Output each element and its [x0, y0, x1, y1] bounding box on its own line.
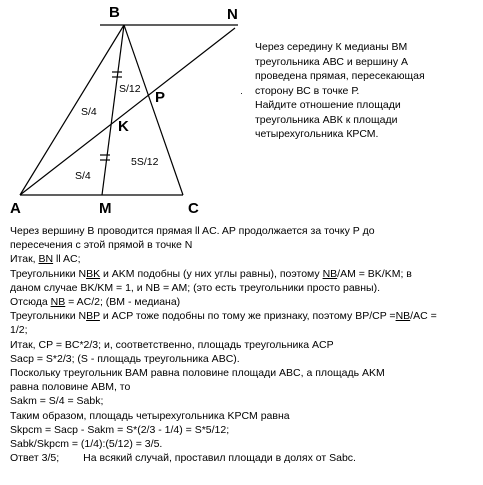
line-AN	[20, 28, 235, 195]
text-run: Отсюда	[10, 296, 51, 309]
solution-line	[10, 252, 475, 266]
text-run: NB	[395, 310, 411, 323]
vertex-label-A: A	[10, 200, 21, 217]
segment-BC	[124, 25, 183, 195]
solution-line: Итак, CP = BC*2/3; и, соответственно, площадь треугольника ACP	[10, 338, 334, 351]
solution-line: Поскольку треугольник BAM равна половине площади ABC, а площадь AKM	[10, 367, 385, 380]
text-run: Итак,	[10, 253, 39, 266]
area-label-left-upper: S/4	[81, 106, 97, 118]
text-run: BP	[86, 310, 100, 323]
area-label-left-lower: S/4	[75, 170, 91, 182]
solution-line	[10, 295, 475, 309]
area-label-right-lower: 5S/12	[131, 156, 159, 168]
solution-line: даном случае BK/KM = 1, и NB = AM; (это есть треугольники просто равны).	[10, 281, 380, 294]
vertex-label-B: B	[109, 4, 120, 21]
problem-statement: Через середину К медианы ВМ треугольника АВС и вершину А проведена прямая, пересекающая сторону ВС в точке Р. Найдите отношение площади треугольника АВК к площади четырехугольника КРСМ.	[255, 41, 425, 140]
text-run: и ACP тоже подобны по тому же признаку, поэтому BP/CP =	[99, 310, 396, 323]
area-label-top: S/12	[119, 83, 141, 95]
segment-AB	[20, 25, 124, 195]
text-run: Треугольники N	[10, 267, 87, 280]
text-run: ll AC;	[53, 253, 81, 266]
text-run: NB	[322, 267, 338, 280]
note: На всякий случай, проставил площади в долях от Sabc.	[83, 452, 356, 465]
text-run: NB	[50, 296, 66, 309]
solution-line	[10, 267, 475, 281]
text-run: Треугольники N	[10, 310, 87, 323]
text-run: BK	[86, 267, 101, 280]
text-run: BN	[38, 253, 54, 266]
text-run: /AC =	[410, 310, 437, 323]
vertex-label-K: K	[118, 118, 129, 135]
text-run: и AKM подобны (у них углы равны), поэтому	[100, 267, 323, 280]
solution-line: пересечения с этой прямой в точке N	[10, 239, 193, 252]
solution-line: равна половине ABM, то	[10, 381, 131, 394]
solution-line	[10, 451, 475, 465]
solution-line: Sabk/Skpcm = (1/4):(5/12) = 3/5.	[10, 438, 163, 451]
vertex-label-N: N	[227, 6, 238, 23]
solution-line: Skpcm = Sacp - Sakm = S*(2/3 - 1/4) = S*5/12;	[10, 423, 230, 436]
solution-text	[10, 224, 475, 465]
text-run: /AM = BK/KM; в	[337, 267, 412, 280]
solution-line: 1/2;	[10, 324, 28, 337]
stray-dot: ·	[240, 88, 243, 98]
median-BM	[102, 25, 124, 195]
text-run: = AC/2; (BM - медиана)	[65, 296, 181, 309]
vertex-label-C: C	[188, 200, 199, 217]
solution-line: Sacp = S*2/3; (S - площадь треугольника ABC).	[10, 352, 240, 365]
solution-line: Sakm = S/4 = Sabk;	[10, 395, 104, 408]
solution-line: Через вершину В проводится прямая ll AC. AP продолжается за точку Р до	[10, 225, 375, 237]
solution-line: Таким образом, площадь четырехугольника KPCM равна	[10, 409, 290, 422]
solution-line	[10, 309, 475, 323]
answer: Ответ 3/5;	[10, 452, 60, 465]
vertex-label-M: M	[99, 200, 112, 217]
vertex-label-P: P	[155, 89, 166, 106]
